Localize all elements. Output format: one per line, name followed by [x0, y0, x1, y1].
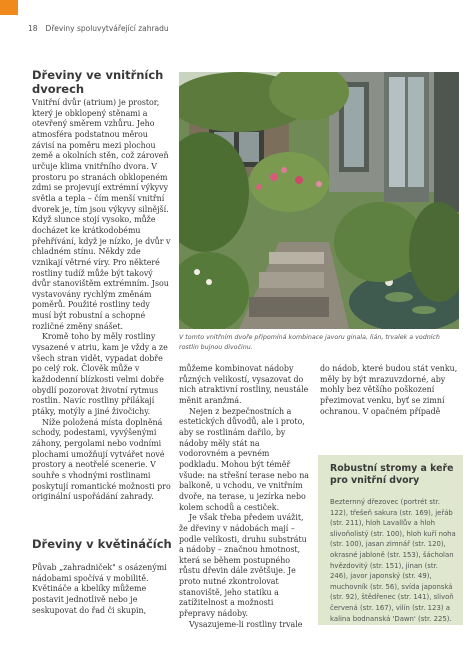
column-2 — [179, 364, 309, 630]
paragraph: Nejen z bezpečnostních a estetických důvodů, ale i proto, aby se rostlinám dařilo, by nádoby měly stát na vodorovném a pevném podkladu. Mohou být téměř všude: na střešní terase nebo na balkoně, u vchodu, ve vnitřním dvoře, na terase, u jezírka nebo kolem schodů a cestiček. — [179, 406, 309, 512]
page-corner-tab — [0, 0, 18, 15]
column-3 — [320, 364, 460, 417]
courtyard-photo — [179, 72, 459, 329]
page-number: 18 — [28, 24, 38, 33]
running-title: Dřeviny spoluvytvářející zahradu — [45, 24, 169, 33]
section-title-courtyards: Dřeviny ve vnitřních dvorech — [32, 68, 164, 96]
courtyard-photo-illustration — [179, 72, 459, 329]
paragraph: Kromě toho by měly rostliny vysazené v atriu, kam je vždy a ze všech stran vidět, vypadat dobře po celý rok. Člověk může v každodenní blízkosti velmi dobře obydlí pozorovat životní rytmus rostlin. Navíc rostliny přilákají ptáky, motýly a jiné živočichy. — [32, 332, 168, 417]
photo-caption: V tomto vnitřním dvoře připomíná kombinace javoru ginala, lián, trvalek a vodních rostlin bujnou divočinu. — [179, 334, 440, 351]
paragraph: Je však třeba předem uvážit, že dřeviny v nádobách mají – podle velikosti, druhu substrátu a nádoby – značnou hmotnost, která se během postupného růstu dřevin dále zvětšuje. Je proto nutné zkontrolovat stanoviště, jeho statiku a zatížitelnost a možnosti přepravy nádoby. — [179, 513, 307, 619]
paragraph: Půvab „zahradniček" s osázenými nádobami spočívá v mobilitě. Květináče a kbelíky můžeme postavit jednotlivě nebo je seskupovat do řad či skupin, — [32, 563, 167, 615]
sidebar-box-list: Bezternný dřezovec (portrét str. 122), třešeň sakura (str. 169), jeřáb (str. 211), hloh Lavallův a hloh slivoňolistý (str. 100), hloh kuří noha (str. 100), jasan zimnář (str. 120), okrasné jabloně (str. 153), šácholan hvězdovitý (str. 151), jinan (str. 246), javor japonský (str. 49), muchovník (str. 56), svída japonská (str. 92), štědřenec (str. 141), slivoň červená (str. 167), vilín (str. 123) a kalina bodnanská 'Dawn' (str. 225). — [330, 498, 456, 623]
running-header — [28, 24, 169, 33]
sidebar-box — [318, 455, 463, 625]
paragraph: do nádob, které budou stát venku, měly by být mrazuvzdorné, aby mohly bez většího poškození přezimovat venku, byť se zimní ochranou. V opačném případě — [320, 364, 458, 416]
sidebar-box-title: Robustní stromy a keře pro vnitřní dvory — [330, 463, 454, 486]
paragraph: Níže položená místa doplněná schody, podestami, vyvýšenými záhony, pergolami nebo vodními plochami umožňují vytvářet nové prostory a neotřelé scenerie. V souhře s vhodnými rostlinami poskytují romantické možnosti pro originální uspořádání zahrady. — [32, 417, 171, 502]
paragraph: Vysazujeme-li rostliny trvale — [189, 619, 303, 629]
column-1-bottom — [32, 563, 171, 616]
paragraph: můžeme kombinovat nádoby různých velikostí, vysazovat do nich atraktivní rostliny, neustále měnit aranžmá. — [179, 364, 309, 405]
paragraph: Vnitřní dvůr (atrium) je prostor, který je obklopený stěnami a otevřený směrem vzhůru. Jeho atmosféra podstatnou měrou závisí na poměru mezi plochou země a okolních stěn, což zároveň určuje klima vnitřního dvora. V prostoru po stranách obklopeném zdmi se projevují extrémní výkyvy světla a tepla – čím menší vnitřní dvorek je, tím jsou výkyvy silnější. Když slunce stojí vysoko, může docházet ke krátkodobému přehřívání, když je nízko, je dvůr v chladném stínu. Někdy zde vznikají větrné víry. Pro některé rostliny tudíž může být takový dvůr stanovištěm extrémním. Jsou vystavovány rychlým změnám poměrů. Použité rostliny tedy musí být robustní a schopné rozličné změny snášet. — [32, 98, 171, 331]
section-title-containers: Dřeviny v květináčích — [32, 537, 172, 551]
column-1 — [32, 98, 171, 503]
